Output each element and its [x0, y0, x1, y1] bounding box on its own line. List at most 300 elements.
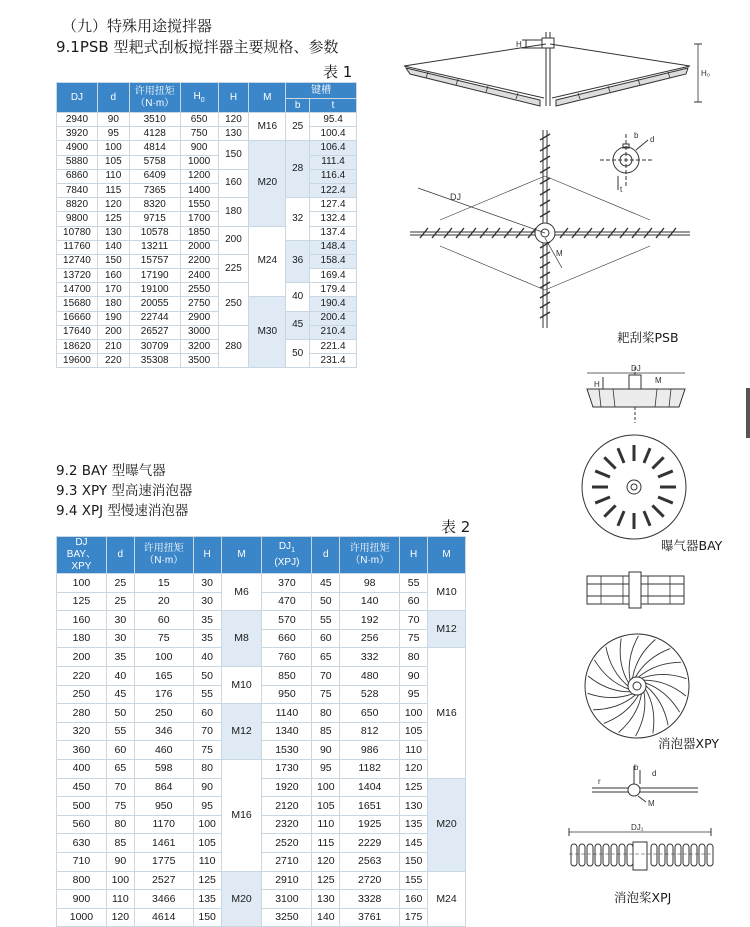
rake-blade [504, 228, 512, 238]
cell-d: 55 [106, 722, 134, 741]
cell-d: 40 [106, 666, 134, 685]
cell-d: 35 [106, 648, 134, 667]
cell-dj: 8820 [57, 198, 98, 212]
cell-xpj-h: 75 [400, 629, 428, 648]
cell-h0: 1550 [180, 198, 218, 212]
cell-xpj-d: 85 [312, 722, 340, 741]
cell-t: 111.4 [310, 155, 357, 169]
col-header-h: H [193, 537, 221, 574]
cell-d: 120 [106, 908, 134, 927]
cell-xpj-dj1: 1530 [262, 741, 312, 760]
defoamer-blade [646, 686, 668, 725]
rake-blade [608, 228, 616, 238]
cell-xpj-m: M16 [428, 648, 466, 778]
cell-d: 125 [97, 212, 129, 226]
rake-blade [620, 228, 628, 238]
cell-d: 115 [97, 183, 129, 197]
cell-t: 158.4 [310, 254, 357, 268]
paddle-loop [651, 844, 657, 866]
defoamer-blade [642, 674, 687, 678]
rake-blade [540, 312, 550, 318]
cell-t: 30709 [129, 340, 180, 354]
cell-h0: 1850 [180, 226, 218, 240]
defoamer-blade [645, 689, 653, 733]
cell-h: 95 [193, 797, 221, 816]
cell-h0: 2900 [180, 311, 218, 325]
cell-d: 30 [106, 611, 134, 630]
aerator-slot [595, 471, 610, 477]
table2-row [57, 778, 466, 797]
table2-row [57, 759, 466, 778]
col-header-t: t [310, 99, 357, 113]
table2-row [57, 834, 466, 853]
cell-dj: 180 [57, 629, 107, 648]
cell-xpj-m: M24 [428, 871, 466, 927]
cell-xpj-m: M10 [428, 574, 466, 611]
paddle-loop [627, 844, 633, 866]
fig-label-d: d [652, 769, 657, 778]
fig-label-dj: DJ [631, 365, 641, 373]
cell-xpj-t: 2563 [340, 852, 400, 871]
cell-t: 179.4 [310, 283, 357, 297]
cell-t: 106.4 [310, 141, 357, 155]
table2-row [57, 852, 466, 871]
cell-t: 116.4 [310, 169, 357, 183]
cell-t: 6409 [129, 169, 180, 183]
cell-h: 135 [193, 890, 221, 909]
col-header-m-xpj: M [428, 537, 466, 574]
cell-dj: 710 [57, 852, 107, 871]
cell-xpj-t: 1404 [340, 778, 400, 797]
xpj-side-view-figure [565, 822, 715, 874]
cell-m: M16 [249, 113, 286, 141]
cell-h0: 2750 [180, 297, 218, 311]
table2-row [57, 574, 466, 593]
table1-row [57, 311, 357, 325]
cell-t: 1461 [134, 834, 193, 853]
cell-d: 100 [97, 141, 129, 155]
cell-xpj-t: 986 [340, 741, 400, 760]
cell-xpj-t: 1182 [340, 759, 400, 778]
cell-t: 20055 [129, 297, 180, 311]
table2-row [57, 704, 466, 723]
paddle-loop [659, 844, 665, 866]
cell-m: M20 [249, 141, 286, 226]
cell-h: 70 [193, 722, 221, 741]
cell-t: 95.4 [310, 113, 357, 127]
cell-dj: 250 [57, 685, 107, 704]
cell-d: 65 [106, 759, 134, 778]
cell-h: 250 [218, 283, 249, 326]
rake-blade [444, 228, 452, 238]
aerator-slot [604, 457, 615, 468]
cell-xpj-h: 160 [400, 890, 428, 909]
table2-row [57, 666, 466, 685]
cell-h0: 1700 [180, 212, 218, 226]
cell-h: 30 [193, 592, 221, 611]
cell-xpj-d: 115 [312, 834, 340, 853]
cell-h: 105 [193, 834, 221, 853]
cell-xpj-dj1: 470 [262, 592, 312, 611]
cell-t: 1775 [134, 852, 193, 871]
cell-dj: 16660 [57, 311, 98, 325]
cell-xpj-t: 528 [340, 685, 400, 704]
cell-b: 32 [286, 198, 310, 241]
cell-h: 130 [218, 127, 249, 141]
cell-d: 140 [97, 240, 129, 254]
cell-h: 50 [193, 666, 221, 685]
cell-xpj-dj1: 3100 [262, 890, 312, 909]
cell-h0: 2400 [180, 269, 218, 283]
cell-xpj-t: 192 [340, 611, 400, 630]
cell-xpj-d: 60 [312, 629, 340, 648]
cell-xpj-h: 135 [400, 815, 428, 834]
cell-b: 36 [286, 240, 310, 283]
cell-t: 8320 [129, 198, 180, 212]
caption-xpj: 消泡桨XPJ [614, 890, 672, 905]
cell-m: M12 [221, 704, 262, 760]
cell-xpj-h: 95 [400, 685, 428, 704]
paddle-loop [587, 844, 593, 866]
col-header-d: d [97, 83, 129, 113]
rake-blade [540, 134, 550, 140]
defoamer-blade [588, 693, 633, 697]
rake-blade [668, 228, 676, 238]
rake-blade [644, 228, 652, 238]
caption-bay: 曝气器BAY [661, 538, 723, 553]
cell-h0: 1000 [180, 155, 218, 169]
cell-xpj-d: 50 [312, 592, 340, 611]
cell-xpj-dj1: 370 [262, 574, 312, 593]
cell-t: 148.4 [310, 240, 357, 254]
aerator-slot [652, 457, 663, 468]
table2-row [57, 815, 466, 834]
table2-row [57, 741, 466, 760]
table1-row [57, 254, 357, 268]
cell-xpj-d: 100 [312, 778, 340, 797]
cell-h: 55 [193, 685, 221, 704]
cell-t: 137.4 [310, 226, 357, 240]
cell-dj: 280 [57, 704, 107, 723]
cell-d: 30 [106, 629, 134, 648]
cell-m: M16 [221, 759, 262, 871]
table1-row [57, 325, 357, 339]
cell-t: 17190 [129, 269, 180, 283]
col-header-dj1-xpj: $DJ_1$ (XPJ) [262, 537, 312, 574]
paddle-loop [699, 844, 705, 866]
cell-h: 120 [218, 113, 249, 127]
paddle-loop [667, 844, 673, 866]
cell-h: 110 [193, 852, 221, 871]
cell-b: 45 [286, 311, 310, 339]
cell-t: 864 [134, 778, 193, 797]
cell-h: 100 [193, 815, 221, 834]
cell-t: 3466 [134, 890, 193, 909]
cell-xpj-h: 105 [400, 722, 428, 741]
cell-xpj-dj1: 570 [262, 611, 312, 630]
cell-t: 598 [134, 759, 193, 778]
cell-d: 110 [106, 890, 134, 909]
rake-blade [656, 228, 664, 238]
cell-h: 160 [218, 169, 249, 197]
cell-xpj-dj1: 760 [262, 648, 312, 667]
cell-xpj-d: 130 [312, 890, 340, 909]
cell-b: 40 [286, 283, 310, 311]
rake-blade [540, 272, 550, 278]
cell-xpj-t: 3761 [340, 908, 400, 927]
cell-t: 122.4 [310, 183, 357, 197]
col-header-m: M [221, 537, 262, 574]
col-header-torque: 许用扭矩 （N·m） [129, 83, 180, 113]
cell-d: 150 [97, 254, 129, 268]
aerator-slot [604, 505, 615, 516]
cell-xpj-dj1: 3250 [262, 908, 312, 927]
fig-label-h0: H₀ [701, 69, 710, 78]
cell-xpj-dj1: 2120 [262, 797, 312, 816]
cell-dj: 4900 [57, 141, 98, 155]
cell-d: 85 [106, 834, 134, 853]
cell-dj: 19600 [57, 354, 98, 368]
cell-b: 28 [286, 141, 310, 198]
cell-dj: 160 [57, 611, 107, 630]
cell-t: 35308 [129, 354, 180, 368]
fig-label-d: d [650, 135, 655, 144]
cell-xpj-t: 812 [340, 722, 400, 741]
col-header-h: H [218, 83, 249, 113]
paddle-loop [595, 844, 601, 866]
aerator-slot [652, 505, 663, 516]
aerator-slot [658, 471, 673, 477]
table1-row [57, 141, 357, 155]
section-title: （九）特殊用途搅拌器 [62, 17, 213, 35]
table1-row [57, 297, 357, 311]
table1-row [57, 340, 357, 354]
cell-dj: 800 [57, 871, 107, 890]
defoamer-blade [644, 680, 686, 696]
table2-row [57, 890, 466, 909]
cell-t: 5758 [129, 155, 180, 169]
cell-t: 346 [134, 722, 193, 741]
cell-dj: 12740 [57, 254, 98, 268]
fig-label-m: M [655, 376, 662, 385]
cell-dj: 14700 [57, 283, 98, 297]
table1-row [57, 226, 357, 240]
col-header-b: b [286, 99, 310, 113]
rake-blade [480, 228, 488, 238]
psb-shaft-keyway-detail-figure [596, 130, 666, 196]
cell-xpj-h: 150 [400, 852, 428, 871]
cell-h: 225 [218, 254, 249, 282]
cell-t: 19100 [129, 283, 180, 297]
table2-row [57, 592, 466, 611]
cell-xpj-d: 45 [312, 574, 340, 593]
cell-t: 127.4 [310, 198, 357, 212]
paddle-loop [603, 844, 609, 866]
cell-xpj-dj1: 2320 [262, 815, 312, 834]
cell-dj: 900 [57, 890, 107, 909]
col-header-h0: $H_0$ [180, 83, 218, 113]
cell-h: 200 [218, 226, 249, 254]
rake-blade [540, 167, 550, 173]
rake-blade [540, 145, 550, 151]
bay-top-view-figure [580, 433, 688, 541]
cell-xpj-t: 650 [340, 704, 400, 723]
rake-blade [540, 200, 550, 206]
cell-xpj-h: 55 [400, 574, 428, 593]
cell-d: 90 [97, 113, 129, 127]
cell-d: 95 [97, 127, 129, 141]
rake-blade [540, 262, 550, 268]
cell-h: 150 [218, 141, 249, 169]
cell-t: 2527 [134, 871, 193, 890]
cell-d: 75 [106, 797, 134, 816]
cell-xpj-dj1: 1730 [262, 759, 312, 778]
cell-d: 190 [97, 311, 129, 325]
caption-xpy: 消泡器XPY [658, 736, 719, 751]
psb-rake-side-view-figure [398, 28, 710, 118]
table1-row [57, 183, 357, 197]
fig-label-b: b [634, 763, 639, 772]
table1-row [57, 155, 357, 169]
bay-side-view-figure [583, 365, 693, 425]
table2-row [57, 611, 466, 630]
cell-xpj-h: 145 [400, 834, 428, 853]
cell-m: M24 [249, 226, 286, 297]
paddle-loop [619, 844, 625, 866]
cell-xpj-dj1: 2710 [262, 852, 312, 871]
cell-h0: 1200 [180, 169, 218, 183]
rake-blade [632, 228, 640, 238]
cell-xpj-h: 120 [400, 759, 428, 778]
cell-xpj-dj1: 2910 [262, 871, 312, 890]
cell-d: 45 [106, 685, 134, 704]
cell-xpj-m: M12 [428, 611, 466, 648]
cell-h0: 2550 [180, 283, 218, 297]
cell-xpj-h: 155 [400, 871, 428, 890]
cell-t: 26527 [129, 325, 180, 339]
cell-xpj-t: 2229 [340, 834, 400, 853]
col-header-d-xpj: d [312, 537, 340, 574]
rake-blade [516, 228, 524, 238]
cell-t: 15 [134, 574, 193, 593]
cell-dj: 13720 [57, 269, 98, 283]
cell-t: 100.4 [310, 127, 357, 141]
cell-dj: 500 [57, 797, 107, 816]
cell-b: 50 [286, 340, 310, 368]
table1-row [57, 198, 357, 212]
rake-blade [540, 292, 550, 298]
subsection-9-1-title: 9.1PSB 型耙式刮板搅拌器主要规格、参数 [56, 38, 339, 56]
cell-t: 190.4 [310, 297, 357, 311]
cell-xpj-d: 105 [312, 797, 340, 816]
table2-label: 表 2 [441, 518, 471, 536]
rake-blade [572, 228, 580, 238]
cell-h: 35 [193, 629, 221, 648]
rake-blade [432, 228, 440, 238]
cell-h: 30 [193, 574, 221, 593]
cell-h0: 900 [180, 141, 218, 155]
cell-xpj-d: 90 [312, 741, 340, 760]
cell-h: 280 [218, 325, 249, 368]
col-header-keyway: 键槽 [286, 83, 357, 99]
cell-d: 110 [97, 169, 129, 183]
fig-label-h: H [516, 40, 522, 49]
cell-dj: 7840 [57, 183, 98, 197]
rake-blade [540, 189, 550, 195]
cell-b: 25 [286, 113, 310, 141]
cell-xpj-d: 75 [312, 685, 340, 704]
cell-t: 221.4 [310, 340, 357, 354]
cell-h0: 1400 [180, 183, 218, 197]
table1-label: 表 1 [323, 63, 353, 81]
caption-psb: 耙刮桨PSB [617, 330, 679, 345]
rake-blade [540, 282, 550, 288]
cell-xpj-t: 2720 [340, 871, 400, 890]
cell-d: 160 [97, 269, 129, 283]
cell-dj: 10780 [57, 226, 98, 240]
cell-h: 35 [193, 611, 221, 630]
cell-d: 25 [106, 592, 134, 611]
table1-row [57, 283, 357, 297]
rake-blade [540, 211, 550, 217]
cell-t: 4614 [134, 908, 193, 927]
cell-xpj-m: M20 [428, 778, 466, 871]
aerator-slot [644, 511, 650, 526]
paddle-loop [579, 844, 585, 866]
cell-xpj-h: 70 [400, 611, 428, 630]
cell-t: 20 [134, 592, 193, 611]
cell-h0: 3000 [180, 325, 218, 339]
aerator-slot [644, 448, 650, 463]
cell-m: M8 [221, 611, 262, 667]
cell-m: M10 [221, 666, 262, 703]
defoamer-blade [588, 676, 630, 692]
cell-t: 4814 [129, 141, 180, 155]
cell-dj: 220 [57, 666, 107, 685]
cell-xpj-h: 125 [400, 778, 428, 797]
subsection-9-3-title: 9.3 XPY 型高速消泡器 [56, 483, 193, 499]
cell-h0: 2000 [180, 240, 218, 254]
col-header-d: d [106, 537, 134, 574]
paddle-loop [683, 844, 689, 866]
cell-d: 180 [97, 297, 129, 311]
aerator-slot [595, 497, 610, 503]
rake-blade [596, 228, 604, 238]
table2-row [57, 908, 466, 927]
rake-blade [540, 252, 550, 258]
cell-t: 7365 [129, 183, 180, 197]
cell-dj: 11760 [57, 240, 98, 254]
cell-d: 220 [97, 354, 129, 368]
cell-dj: 9800 [57, 212, 98, 226]
cell-h0: 750 [180, 127, 218, 141]
defoamer-blade [620, 639, 628, 683]
cell-t: 3510 [129, 113, 180, 127]
table2-row [57, 685, 466, 704]
rake-blade [584, 228, 592, 238]
fig-label-dj: DJ [450, 192, 461, 202]
page-edge-tab [746, 388, 750, 438]
cell-xpj-h: 90 [400, 666, 428, 685]
fig-label-m: M [556, 249, 563, 258]
cell-h: 75 [193, 741, 221, 760]
cell-d: 80 [106, 815, 134, 834]
cell-d: 100 [106, 871, 134, 890]
xpj-hub-detail-figure [590, 762, 700, 810]
rake-blade [420, 228, 428, 238]
cell-dj: 3920 [57, 127, 98, 141]
cell-xpj-dj1: 1140 [262, 704, 312, 723]
